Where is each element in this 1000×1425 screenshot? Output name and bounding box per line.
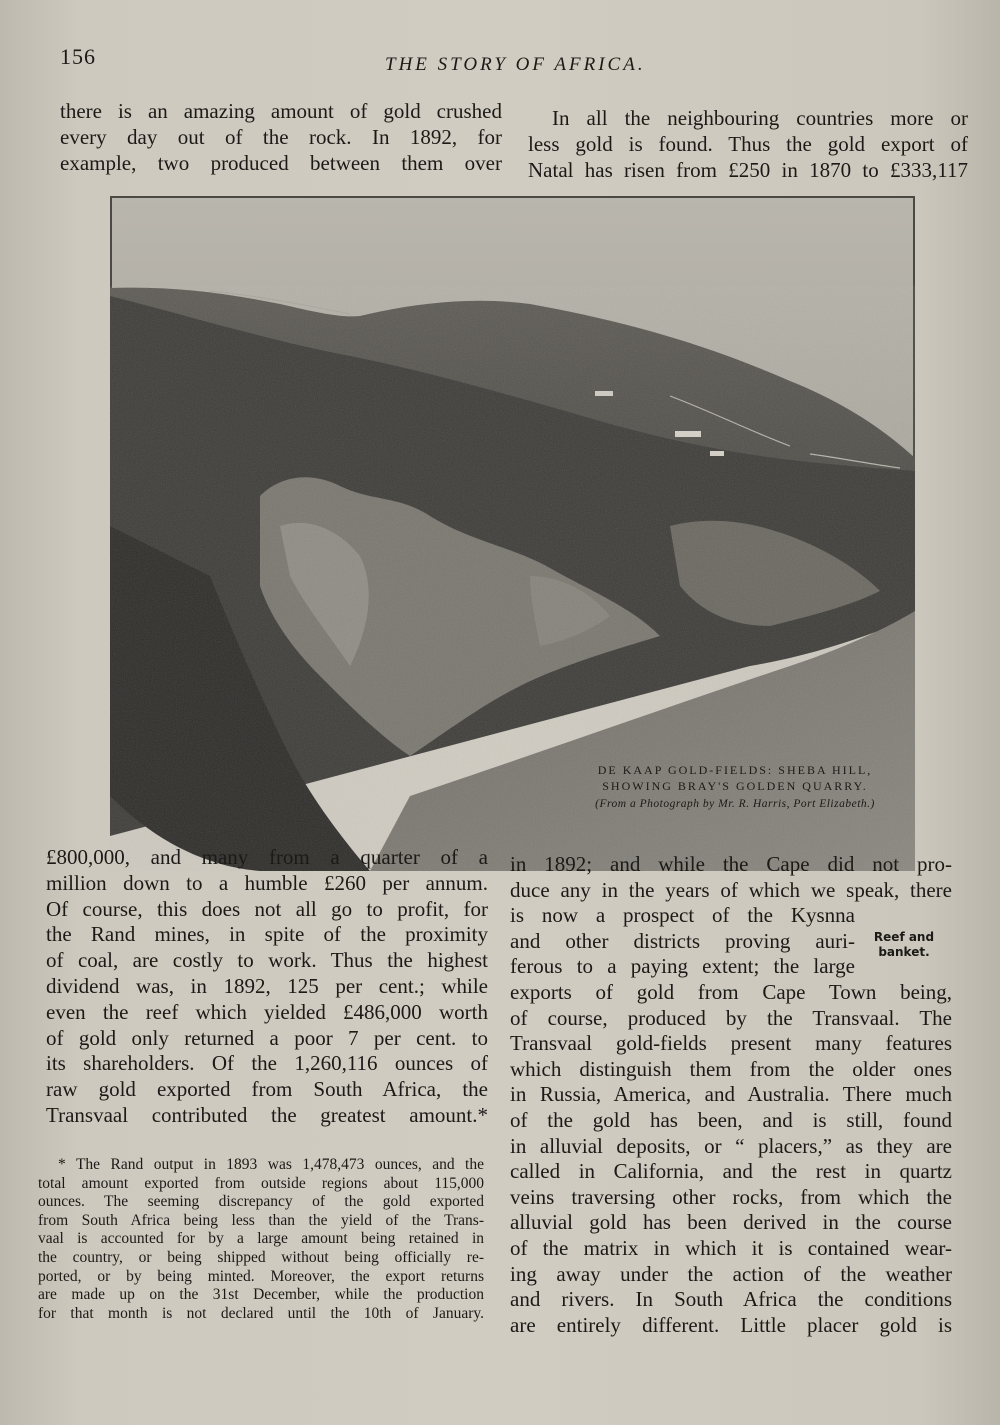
text-line: veins traversing other rocks, from which the xyxy=(510,1184,952,1209)
text-line: is now a prospect of the Kysnna xyxy=(510,903,855,928)
text-line: duce any in the years of which we speak, there xyxy=(510,877,952,902)
text-line: million down to a humble £260 per annum. xyxy=(46,870,488,895)
footnote-line: from South Africa being less than the yield of the Trans- xyxy=(38,1211,484,1229)
footnote-line: * The Rand output in 1893 was 1,478,473 ounces, and the xyxy=(58,1156,484,1173)
text-line: called in California, and the rest in quartz xyxy=(510,1159,952,1184)
marginal-sidenote xyxy=(868,930,940,960)
footnote-line: the country, or being shipped without being officially re- xyxy=(38,1248,484,1266)
text-line: raw gold exported from South Africa, the xyxy=(46,1077,488,1102)
text-line: of course, produced by the Transvaal. The xyxy=(510,1005,952,1030)
sidenote-line: Reef and xyxy=(873,930,935,944)
footnote-line: ported, or by being minted. Moreover, the export returns xyxy=(38,1267,484,1285)
text-line: its shareholders. Of the 1,260,116 ounces of xyxy=(46,1051,488,1076)
text-line: of the gold has been, and is still, found xyxy=(510,1107,952,1132)
footnote-line: for that month is not declared until the 10th of January. xyxy=(38,1304,484,1322)
caption-line: SHOWING BRAY'S GOLDEN QUARRY. xyxy=(602,779,868,793)
figure-caption xyxy=(545,762,925,810)
footnote-line: vaal is accounted for by a large amount being retained in xyxy=(38,1230,484,1248)
text-line: of the matrix in which it is contained wear- xyxy=(510,1235,952,1260)
text-line: which distinguish them from the older ones xyxy=(510,1056,952,1081)
text-line: of coal, are costly to work. Thus the highest xyxy=(46,948,488,973)
text-line: ing away under the action of the weather xyxy=(510,1261,952,1286)
text-line: in Russia, America, and Australia. There much xyxy=(510,1082,952,1107)
text-line: are entirely different. Little placer gold is xyxy=(510,1312,952,1337)
text-line: exports of gold from Cape Town being, xyxy=(510,979,952,1004)
caption-line: DE KAAP GOLD-FIELDS: SHEBA HILL, xyxy=(597,763,873,777)
text-line: in 1892; and while the Cape did not pro- xyxy=(510,852,952,876)
text-line: every day out of the rock. In 1892, for xyxy=(60,125,502,149)
bottom-right-column xyxy=(510,852,952,1338)
bottom-left-column xyxy=(46,845,488,1129)
text-line: Transvaal contributed the greatest amount.* xyxy=(46,1102,488,1127)
text-line: Natal has risen from £250 in 1870 to £333,117 xyxy=(528,158,968,182)
footnote xyxy=(38,1156,484,1323)
text-line: the Rand mines, in spite of the proximity xyxy=(46,922,488,947)
text-line: of gold only returned a poor 7 per cent. to xyxy=(46,1025,488,1050)
text-line: even the reef which yielded £486,000 worth xyxy=(46,999,488,1024)
top-right-column xyxy=(528,105,968,183)
text-line: alluvial gold has been derived in the course xyxy=(510,1210,952,1235)
text-line: £800,000, and many from a quarter of a xyxy=(46,845,488,869)
text-line: and other districts proving auri- xyxy=(510,928,855,953)
running-head: THE STORY OF AFRICA. xyxy=(385,54,646,75)
text-line: and rivers. In South Africa the conditions xyxy=(510,1287,952,1312)
top-left-column xyxy=(60,98,502,176)
text-line: Transvaal gold-fields present many features xyxy=(510,1031,952,1056)
text-line: less gold is found. Thus the gold export of xyxy=(528,132,968,156)
sidenote-line: banket. xyxy=(878,945,930,959)
footnote-line: are made up on the 31st December, while the production xyxy=(38,1286,484,1304)
text-line: In all the neighbouring countries more or xyxy=(552,106,968,130)
text-line: there is an amazing amount of gold crushed xyxy=(60,99,502,123)
text-line: ferous to a paying extent; the large xyxy=(510,954,855,979)
text-line: dividend was, in 1892, 125 per cent.; while xyxy=(46,973,488,998)
footnote-line: ounces. The seeming discrepancy of the gold exported xyxy=(38,1193,484,1211)
page-number: 156 xyxy=(60,44,96,69)
text-line: example, two produced between them over xyxy=(60,151,502,175)
text-line: in alluvial deposits, or “ placers,” as they are xyxy=(510,1133,952,1158)
text-line: Of course, this does not all go to profit, for xyxy=(46,896,488,921)
photo-credit: (From a Photograph by Mr. R. Harris, Port Elizabeth.) xyxy=(595,798,875,810)
footnote-line: total amount exported from outside regions about 115,000 xyxy=(38,1174,484,1192)
